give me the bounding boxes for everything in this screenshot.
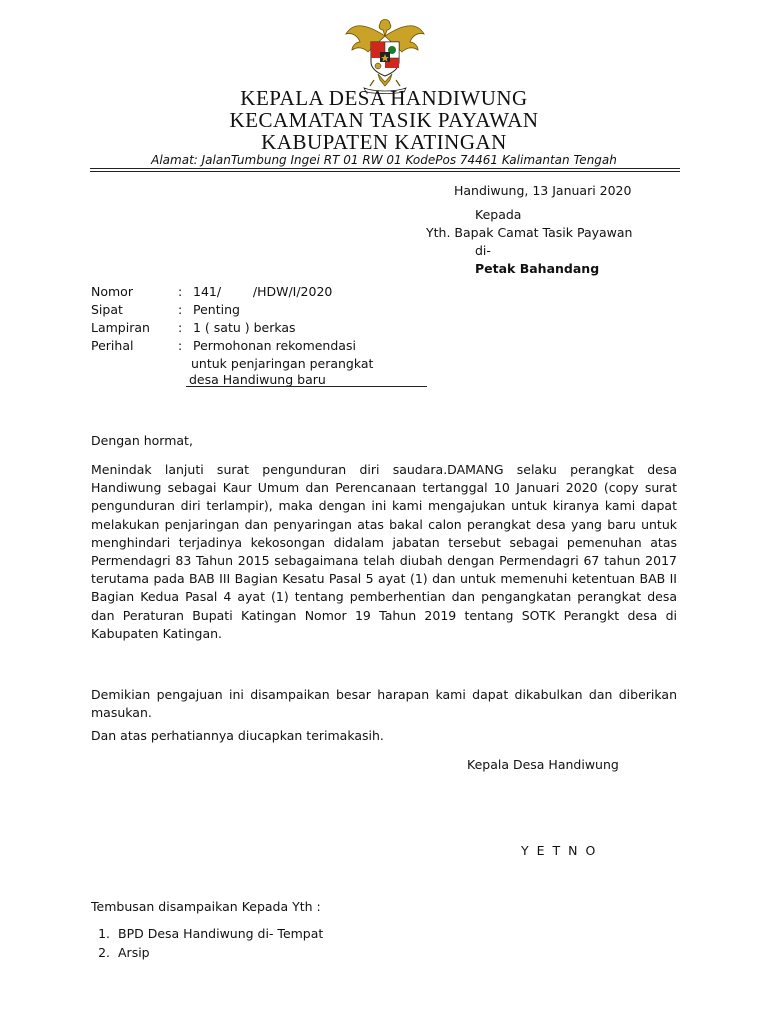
body-paragraph-1: Menindak lanjuti surat pengunduran diri saudara.DAMANG selaku perangkat desa Handiwung sebagai Kaur Umum dan Perencanaan tertanggal 10 Januari 2020 (copy surat pengunduran diri terlampir), maka dengan ini kami mengajukan untuk kiranya kami dapat melakukan penjaringan dan penyaringan atas bakal calon perangkat desa yang baru untuk menghindari terjadinya kekosongan didalam jabatan tersebut sebagai pemenuhan atas Permendagri 83 Tahun 2015 sebagaimana telah diubah dengan Permendagri 67 tahun 2017 terutama pada BAB III Bagian Kesatu Pasal 5 ayat (1) dan untuk memenuhi ketentuan BAB II Bagian Kedua Pasal 4 ayat (1) tentang pemberhentian dan pengangkatan perangkat desa dan Peraturan Bupati Katingan Nomor 19 Tahun 2019 tentang SOTK Perangkt desa di Kabupaten Katingan. xyxy=(91,462,677,641)
list-item: 2. Arsip xyxy=(114,943,323,962)
garuda-emblem-icon xyxy=(340,16,430,94)
nomor-value: 141/ /HDW/I/2020 xyxy=(193,284,333,299)
list-item: 1. BPD Desa Handiwung di- Tempat xyxy=(114,924,323,943)
perihal-label: Perihal xyxy=(91,338,134,353)
recipient-yth: Yth. Bapak Camat Tasik Payawan xyxy=(426,225,633,240)
header-address: Alamat: JalanTumbung Ingei RT 01 RW 01 KodePos 74461 Kalimantan Tengah xyxy=(151,153,617,167)
body-paragraph-2: Demikian pengajuan ini disampaikan besar harapan kami dapat dikabulkan dan diberikan masukan. xyxy=(91,687,677,721)
lampiran-label: Lampiran xyxy=(91,320,150,335)
header-divider-thin xyxy=(90,171,680,172)
perihal-line3: desa Handiwung baru xyxy=(189,372,326,387)
colon: : xyxy=(178,320,183,335)
recipient-kepada: Kepada xyxy=(475,207,522,222)
header-divider xyxy=(90,168,680,169)
signature-title: Kepala Desa Handiwung xyxy=(467,757,619,772)
colon: : xyxy=(178,302,183,317)
nomor-label: Nomor xyxy=(91,284,133,299)
cc-list xyxy=(91,924,323,962)
perihal-line2: untuk penjaringan perangkat xyxy=(191,356,374,371)
recipient-place: Petak Bahandang xyxy=(475,261,600,276)
header-title-line3: KABUPATEN KATINGAN xyxy=(261,130,507,154)
perihal-underline xyxy=(186,386,427,387)
perihal-line1: Permohonan rekomendasi xyxy=(193,338,356,353)
recipient-di: di- xyxy=(475,243,491,258)
header-title-line1: KEPALA DESA HANDIWUNG xyxy=(240,86,528,110)
salutation: Dengan hormat, xyxy=(91,433,193,448)
cc-heading: Tembusan disampaikan Kepada Yth : xyxy=(91,899,321,914)
signature-name: YETNO xyxy=(521,843,604,858)
lampiran-value: 1 ( satu ) berkas xyxy=(193,320,296,335)
colon: : xyxy=(178,338,183,353)
colon: : xyxy=(178,284,183,299)
sipat-value: Penting xyxy=(193,302,240,317)
sipat-label: Sipat xyxy=(91,302,123,317)
place-date: Handiwung, 13 Januari 2020 xyxy=(454,183,632,198)
body-paragraph-3: Dan atas perhatiannya diucapkan terimakasih. xyxy=(91,728,384,743)
header-title-line2: KECAMATAN TASIK PAYAWAN xyxy=(229,108,539,132)
